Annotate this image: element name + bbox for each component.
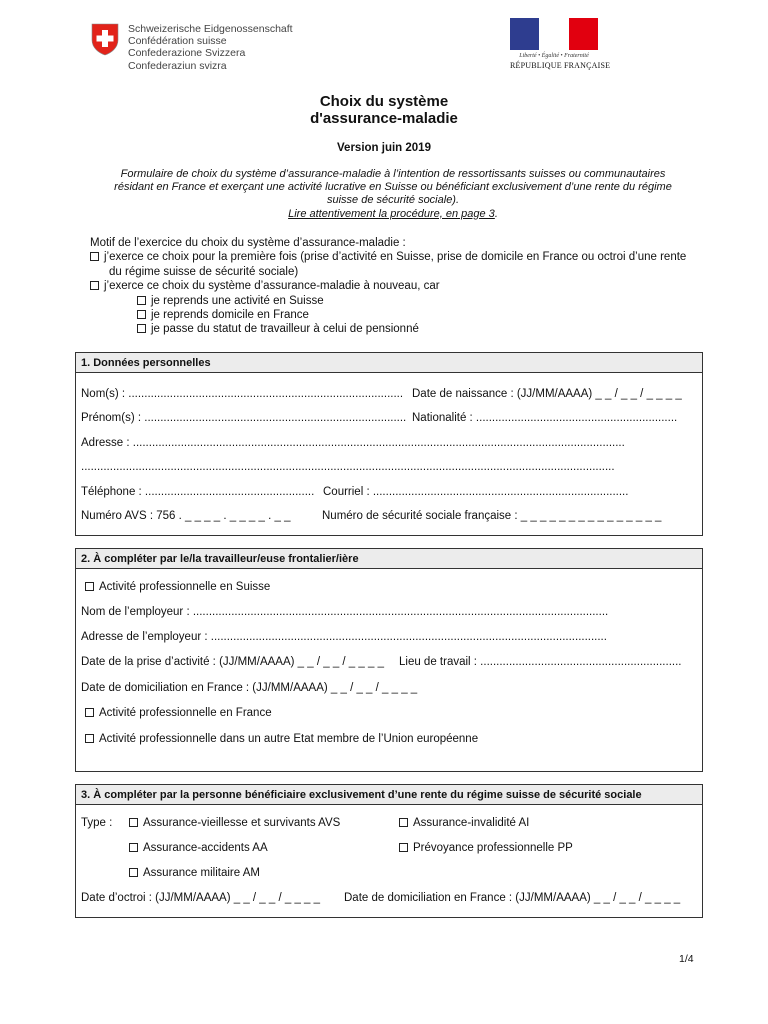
checkbox-avs[interactable] xyxy=(129,818,138,827)
checkbox-ai[interactable] xyxy=(399,818,408,827)
field-courriel[interactable]: Courriel : ................................................................................ xyxy=(323,486,629,498)
field-date-domiciliation[interactable]: Date de domiciliation en France : (JJ/MM/AAAA) _ _ / _ _ / _ _ _ _ xyxy=(81,682,418,694)
label-activite-ue: Activité professionnelle dans un autre Etat membre de l’Union européenne xyxy=(99,733,479,745)
sub-resume-activity: je reprends une activité en Suisse xyxy=(151,294,324,307)
opt-again-label: j’exerce ce choix du système d’assurance-maladie à nouveau, car xyxy=(104,280,440,293)
checkbox-resume-activity[interactable] xyxy=(137,296,146,305)
field-numero-secu[interactable]: Numéro de sécurité sociale française : _ _ _ _ _ _ _ _ _ _ _ _ _ _ _ xyxy=(322,510,662,522)
field-nom[interactable]: Nom(s) : ...................................................................................... xyxy=(81,388,404,400)
swiss-line: Confederazione Svizzera xyxy=(128,47,246,60)
label-activite-france: Activité professionnelle en France xyxy=(99,707,272,719)
field-adresse-line2[interactable]: ....................................................................................................................................................................... xyxy=(81,461,615,473)
field-adresse[interactable]: Adresse : .......................................................................................................................................................... xyxy=(81,437,625,449)
checkbox-first-time[interactable] xyxy=(90,252,99,261)
page-number: 1/4 xyxy=(679,953,694,965)
intro-line: résidant en France et exerçant une activité lucrative en Suisse ou bénéficiant exclusivement d’une rente du régime xyxy=(114,181,672,194)
checkbox-resume-domicile[interactable] xyxy=(137,310,146,319)
label-activite-suisse: Activité professionnelle en Suisse xyxy=(99,581,271,593)
motif-label: Motif de l’exercice du choix du système d’assurance-maladie : xyxy=(90,237,406,249)
doc-version: Version juin 2019 xyxy=(337,142,431,154)
field-nom-employeur[interactable]: Nom de l’employeur : .................................................................................................................................. xyxy=(81,606,609,618)
intro-line: Formulaire de choix du système d’assurance-maladie à l’intention de ressortissants suisses ou communautaires xyxy=(120,168,666,180)
section-title: 2. À compléter par le/la travailleur/euse frontalier/ière xyxy=(76,549,702,569)
opt-first-time-label-cont: du régime suisse de sécurité sociale) xyxy=(109,265,299,278)
field-prenom[interactable]: Prénom(s) : .................................................................................. xyxy=(81,412,407,424)
republique-francaise-logo xyxy=(510,18,611,70)
section-title: 1. Données personnelles xyxy=(76,353,702,373)
label-aa: Assurance-accidents AA xyxy=(143,842,268,854)
label-pp: Prévoyance professionnelle PP xyxy=(413,842,573,854)
swiss-line: Schweizerische Eidgenossenschaft xyxy=(128,23,293,35)
procedure-link[interactable]: Lire attentivement la procédure, en page 3 xyxy=(288,207,495,220)
field-date-prise-activite[interactable]: Date de la prise d’activité : (JJ/MM/AAAA) _ _ / _ _ / _ _ _ _ xyxy=(81,656,384,668)
field-adresse-employeur[interactable]: Adresse de l’employeur : ............................................................................................................................ xyxy=(81,631,607,643)
field-lieu-travail[interactable]: Lieu de travail : ............................................................... xyxy=(399,656,682,668)
checkbox-pp[interactable] xyxy=(399,843,408,852)
section-rente xyxy=(75,784,703,918)
intro-text xyxy=(90,168,696,221)
checkbox-activite-ue[interactable] xyxy=(85,734,94,743)
label-am: Assurance militaire AM xyxy=(143,867,260,879)
checkbox-am[interactable] xyxy=(129,868,138,877)
label-avs: Assurance-vieillesse et survivants AVS xyxy=(143,817,341,829)
checkbox-pensioner[interactable] xyxy=(137,324,146,333)
field-date-octroi[interactable]: Date d’octroi : (JJ/MM/AAAA) _ _ / _ _ / _ _ _ _ xyxy=(81,892,321,904)
motif-section xyxy=(90,236,710,337)
swiss-coat-of-arms-icon xyxy=(90,23,120,56)
field-telephone[interactable]: Téléphone : ..................................................... xyxy=(81,486,315,498)
field-numero-avs[interactable]: Numéro AVS : 756 . _ _ _ _ . _ _ _ _ . _ _ xyxy=(81,510,291,522)
section-personal-data xyxy=(75,352,703,536)
sub-pensioner: je passe du statut de travailleur à celui de pensionné xyxy=(151,323,419,336)
field-date-domiciliation-rente[interactable]: Date de domiciliation en France : (JJ/MM/AAAA) _ _ / _ _ / _ _ _ _ xyxy=(344,892,681,904)
checkbox-activite-france[interactable] xyxy=(85,708,94,717)
swiss-line: Confédération suisse xyxy=(128,35,227,48)
swiss-confederation-lines xyxy=(128,23,293,72)
doc-title-line1: Choix du système xyxy=(319,93,449,110)
checkbox-activite-suisse[interactable] xyxy=(85,582,94,591)
field-date-naissance[interactable]: Date de naissance : (JJ/MM/AAAA) _ _ / _ _ / _ _ _ _ xyxy=(412,388,682,400)
doc-title-line2: d'assurance-maladie xyxy=(310,110,458,127)
swiss-line: Confederaziun svizra xyxy=(128,59,227,72)
section-title: 3. À compléter par la personne bénéficiaire exclusivement d’une rente du régime suisse de sécurité sociale xyxy=(76,785,702,805)
intro-link-end: . xyxy=(494,207,498,220)
section-frontalier xyxy=(75,548,703,772)
intro-line: suisse de sécurité sociale). xyxy=(326,194,460,207)
label-type: Type : xyxy=(81,817,113,829)
checkbox-again[interactable] xyxy=(90,281,99,290)
label-ai: Assurance-invalidité AI xyxy=(413,817,530,829)
french-flag-icon xyxy=(510,18,598,50)
opt-first-time-label: j’exerce ce choix pour la première fois (prise d’activité en Suisse, prise de domicile en France ou octroi d’une rente xyxy=(104,251,687,264)
checkbox-aa[interactable] xyxy=(129,843,138,852)
field-nationalite[interactable]: Nationalité : ............................................................... xyxy=(412,412,678,424)
sub-resume-domicile: je reprends domicile en France xyxy=(151,309,309,322)
rf-motto: Liberté • Égalité • Fraternité xyxy=(519,53,589,59)
rf-name: RÉPUBLIQUE FRANÇAISE xyxy=(510,61,611,70)
